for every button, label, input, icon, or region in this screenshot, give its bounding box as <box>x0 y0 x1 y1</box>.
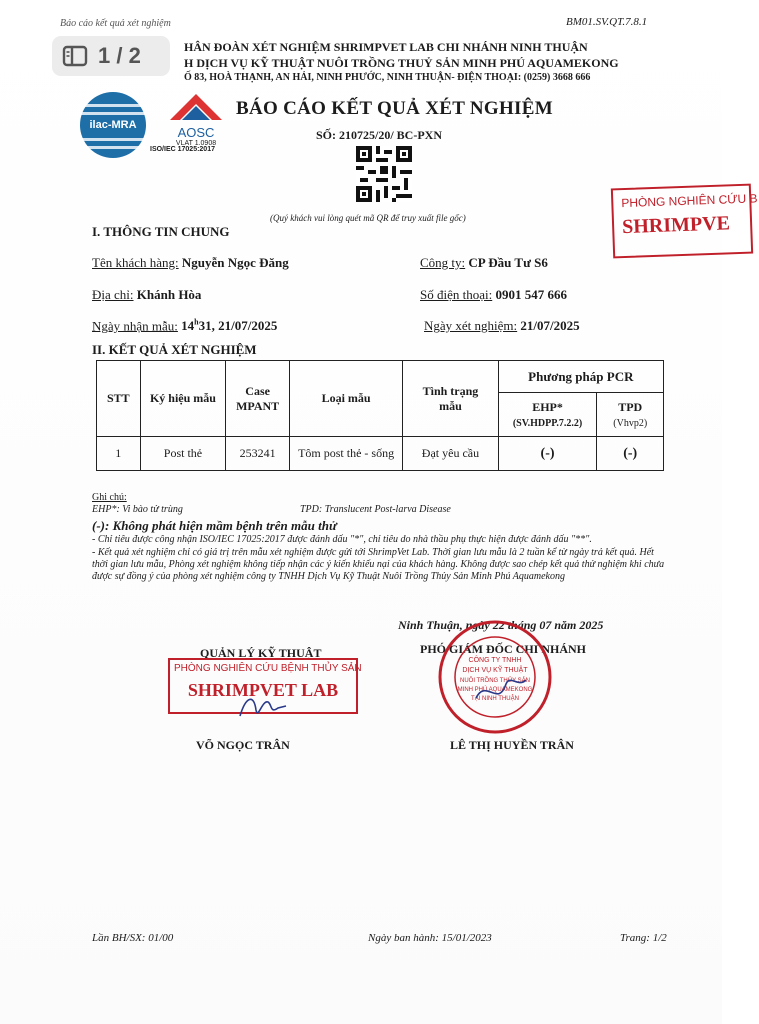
th-ehp: EHP* (SV.HDPP.7.2.2) <box>498 393 597 437</box>
doc-code: BM01.SV.QT.7.8.1 <box>566 16 648 28</box>
test-date-label: Ngày xét nghiệm: <box>424 318 518 333</box>
section-1-heading: I. THÔNG TIN CHUNG <box>92 224 230 239</box>
th-tpd: TPD (Vhvp2) <box>597 393 664 437</box>
customer-label: Tên khách hàng: <box>92 255 179 270</box>
phone-value: 0901 547 666 <box>495 287 567 302</box>
customer-value: Nguyễn Ngọc Đăng <box>181 255 289 270</box>
cell-case: 253241 <box>226 437 290 471</box>
svg-text:NUÔI TRỒNG THỦY SẢN: NUÔI TRỒNG THỦY SẢN <box>459 678 531 684</box>
svg-text:MINH PHÚ AQUAMEKONG: MINH PHÚ AQUAMEKONG <box>457 687 533 693</box>
company-value: CP Đầu Tư S6 <box>468 255 548 270</box>
page-indicator[interactable] <box>52 36 170 76</box>
qr-code-icon[interactable] <box>356 146 412 202</box>
notes-heading: Ghi chú: <box>92 492 127 503</box>
header-line-1: HÂN ĐOÀN XÉT NGHIỆM SHRIMPVET LAB CHI NHÁNH NINH THUẬN <box>184 40 588 54</box>
cell-stt: 1 <box>97 437 141 471</box>
ilac-logo <box>80 92 146 158</box>
right-signer-title: PHÓ GIÁM ĐỐC CHI NHÁNH <box>420 642 586 656</box>
cell-status: Đạt yêu cầu <box>403 437 498 471</box>
stamp-top-line-2: SHRIMPVE <box>621 212 731 239</box>
th-case: Case MPANT <box>226 361 290 437</box>
qr-note: (Quý khách vui lòng quét mã QR để truy xuất file gốc) <box>270 213 466 223</box>
th-method: Phương pháp PCR <box>498 361 663 393</box>
svg-text:CÔNG TY TNHH: CÔNG TY TNHH <box>468 657 522 664</box>
note-ehp: EHP*: Vi bào tử trùng <box>92 504 183 515</box>
company-field <box>420 255 548 271</box>
cell-type: Tôm post thẻ - sống <box>289 437 402 471</box>
left-signature-icon <box>232 690 292 724</box>
th-stt: STT <box>97 361 141 437</box>
note-negative: (-): Không phát hiện mầm bệnh trên mẫu thử <box>92 518 337 533</box>
left-stamp-line-2: SHRIMPVET LAB <box>187 680 339 700</box>
cell-ehp: (-) <box>498 437 597 471</box>
note-tpd: TPD: Translucent Post-larva Disease <box>300 504 451 515</box>
received-rest: 31, 21/07/2025 <box>198 318 278 334</box>
left-signer-name: VÕ NGỌC TRÂN <box>196 738 290 752</box>
table-row <box>97 437 664 471</box>
company-seal-icon <box>436 618 554 736</box>
aosc-logo <box>160 90 232 150</box>
stamp-top-right <box>611 184 758 259</box>
aosc-text: AOSC <box>177 125 215 140</box>
svg-text:DỊCH VỤ KỸ THUẬT: DỊCH VỤ KỸ THUẬT <box>462 667 528 674</box>
section-2-heading: II. KẾT QUẢ XÉT NGHIỆM <box>92 342 257 357</box>
ilac-text: ilac-MRA <box>84 118 142 133</box>
cell-tpd: (-) <box>597 437 664 471</box>
report-title: BÁO CÁO KẾT QUẢ XÉT NGHIỆM <box>236 98 553 119</box>
right-signer-name: LÊ THỊ HUYỀN TRÂN <box>450 738 574 752</box>
th-status: Tình trạng mẫu <box>403 361 498 437</box>
results-table <box>96 360 664 471</box>
header-faded-line: Báo cáo kết quả xét nghiệm <box>60 18 171 29</box>
address-label: Địa chỉ: <box>92 287 134 302</box>
note-2: - Kết quả xét nghiệm chỉ có giá trị trên mẫu xét nghiệm được gửi tới ShrimpVet Lab. Thời gian lưu mẫu là 2 tuần kể từ ngày trả kết quả. Hết thời gian lưu mẫu, Phòng xét nghiệm không tiếp nhận các ý kiến khiếu nại của khách hàng. Không được sao chép kết quả thử nghiệm khi chưa được sự đồng ý của phòng xét nghiệm công ty TNHH Dịch Vụ Kỹ Thuật Nuôi Trồng Thủy Sản Minh Phú Aquamekong <box>92 547 665 582</box>
page-layout-icon <box>62 45 88 67</box>
left-signer-title: QUẢN LÝ KỸ THUẬT <box>200 646 322 660</box>
footer-issued: Ngày ban hành: 15/01/2023 <box>368 932 492 944</box>
customer-field <box>92 255 289 271</box>
iso-text: ISO/IEC 17025:2017 <box>150 146 215 153</box>
svg-text:TẠI NINH THUẬN: TẠI NINH THUẬN <box>471 696 519 702</box>
received-date-field <box>92 318 277 334</box>
phone-field <box>420 287 567 303</box>
aosc-triangle-icon <box>160 90 232 120</box>
stamp-top-line-1: PHÒNG NGHIÊN CỨU B <box>621 191 758 211</box>
phone-label: Số điện thoại: <box>420 287 493 302</box>
address-field <box>92 287 201 303</box>
report-number: SỐ: 210725/20/ BC-PXN <box>316 128 442 142</box>
header-line-2: H DỊCH VỤ KỸ THUẬT NUÔI TRỒNG THUỶ SẢN MINH PHÚ AQUAMEKONG <box>184 56 619 70</box>
place-date: Ninh Thuận, ngày 22 tháng 07 năm 2025 <box>398 618 604 632</box>
page-indicator-text: 1 / 2 <box>98 43 141 68</box>
th-type: Loại mẫu <box>289 361 402 437</box>
test-date-value: 21/07/2025 <box>520 318 580 333</box>
received-label: Ngày nhận mẫu: <box>92 318 178 334</box>
footer-edition: Lần BH/SX: 01/00 <box>92 932 174 944</box>
left-stamp-line-1: PHÒNG NGHIÊN CỨU BỆNH THỦY SẢN <box>174 663 362 674</box>
header-line-3: Ố 83, HOÀ THẠNH, AN HẢI, NINH PHƯỚC, NINH THUẬN- ĐIỆN THOẠI: (0259) 3668 666 <box>184 72 591 83</box>
footer-page: Trang: 1/2 <box>620 932 667 944</box>
received-hour: 14 <box>181 318 195 334</box>
company-label: Công ty: <box>420 255 466 270</box>
test-date-field <box>424 318 580 334</box>
address-value: Khánh Hòa <box>136 287 202 302</box>
th-symbol: Ký hiệu mẫu <box>140 361 226 437</box>
cell-symbol: Post thẻ <box>140 437 226 471</box>
vlat-text: VLAT 1.0908 <box>175 140 217 147</box>
note-1: - Chỉ tiêu được công nhận ISO/IEC 17025:2017 được đánh dấu "*", chỉ tiêu do nhà thầu phụ thực hiện được đánh dấu "**". <box>92 534 592 545</box>
received-hour-marker: h <box>194 318 199 327</box>
